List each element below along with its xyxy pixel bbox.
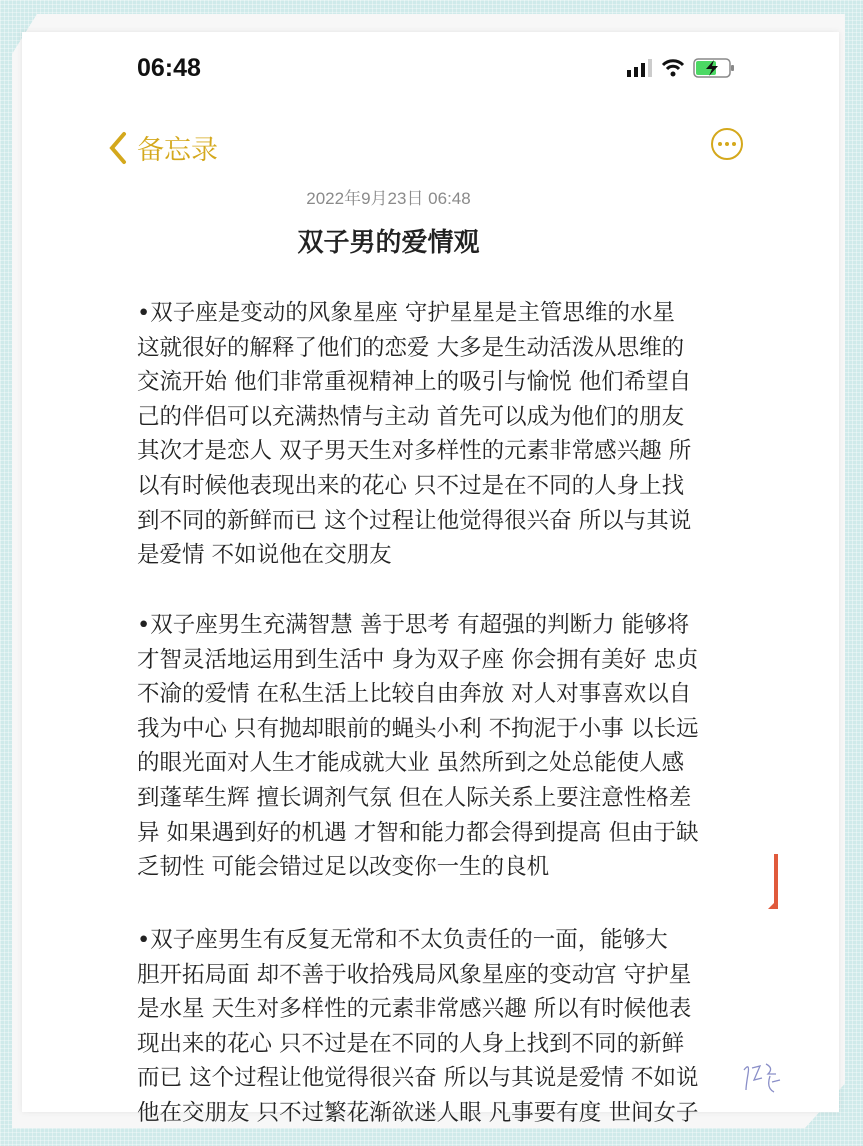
- back-label: 备忘录: [137, 135, 218, 166]
- dot-icon: [732, 142, 736, 146]
- text-line: •双子座男生有反复无常和不太负责任的一面，能够大: [137, 927, 668, 953]
- text-line: 其次才是恋人 双子男天生对多样性的元素非常感兴趣 所: [137, 438, 692, 465]
- text-line: 是水星 天生对多样性的元素非常感兴趣 所以有时候他表: [137, 996, 692, 1023]
- chevron-left-icon: [107, 131, 129, 165]
- text-line: 到不同的新鲜而已 这个过程让他觉得很兴奋 所以与其说: [137, 507, 692, 534]
- text-line: 到蓬荜生辉 擅长调剂气氛 但在人际关系上要注意性格差: [137, 784, 692, 811]
- text-line: 交流开始 他们非常重视精神上的吸引与愉悦 他们希望自: [137, 369, 692, 396]
- note-date: 2022年9月23日 06:48: [306, 189, 471, 208]
- text-line: •双子座是变动的风象星座 守护星星是主管思维的水星: [137, 300, 675, 326]
- text-line: 己的伴侣可以充满热情与主动 首先可以成为他们的朋友: [137, 403, 685, 430]
- text-line: 是爱情 不如说他在交朋友: [137, 542, 392, 569]
- text-line: 现出来的花心 只不过是在不同的人身上找到不同的新鲜: [137, 1030, 685, 1057]
- text-line: •双子座男生充满智慧 善于思考 有超强的判断力 能够将: [137, 612, 690, 638]
- text-line: 不渝的爱情 在私生活上比较自由奔放 对人对事喜欢以自: [137, 681, 692, 708]
- note-paragraph-2[interactable]: [137, 608, 757, 885]
- text-line: 乏韧性 可能会错过足以改变你一生的良机: [137, 854, 550, 881]
- back-button[interactable]: [107, 128, 218, 167]
- dot-icon: [718, 142, 722, 146]
- status-icons: [627, 58, 735, 78]
- note-title: 双子男的爱情观: [297, 228, 480, 258]
- text-line: 我为中心 只有抛却眼前的蝇头小利 不拘泥于小事 以长远: [137, 715, 699, 742]
- battery-charging-icon: [693, 58, 735, 78]
- notes-screen: [22, 32, 839, 1126]
- text-line: 这就很好的解释了他们的恋爱 大多是生动活泼从思维的: [137, 334, 685, 361]
- text-line: 胆开拓局面 却不善于收拾残局风象星座的变动宫 守护星: [137, 961, 692, 988]
- note-paragraph-3[interactable]: [137, 923, 757, 1131]
- text-line: 以有时候他表现出来的花心 只不过是在不同的人身上找: [137, 472, 685, 499]
- wifi-icon: [661, 59, 685, 77]
- signal-icon: [627, 59, 653, 77]
- text-line: 他在交朋友 只不过繁花渐欲迷人眼 凡事要有度 世间女子: [137, 1099, 699, 1126]
- note-paragraph-1[interactable]: [137, 296, 757, 573]
- red-marker: [774, 854, 778, 909]
- text-line: 才智灵活地运用到生活中 身为双子座 你会拥有美好 忠贞: [137, 646, 699, 673]
- text-line: 而已 这个过程让他觉得很兴奋 所以与其说是爱情 不如说: [137, 1065, 699, 1092]
- text-line: 异 如果遇到好的机遇 才智和能力都会得到提高 但由于缺: [137, 819, 699, 846]
- more-options-button[interactable]: [711, 128, 743, 160]
- signature-mark: [740, 1060, 785, 1100]
- status-time: 06:48: [137, 54, 201, 82]
- dot-icon: [725, 142, 729, 146]
- text-line: 的眼光面对人生才能成就大业 虽然所到之处总能使人感: [137, 750, 685, 777]
